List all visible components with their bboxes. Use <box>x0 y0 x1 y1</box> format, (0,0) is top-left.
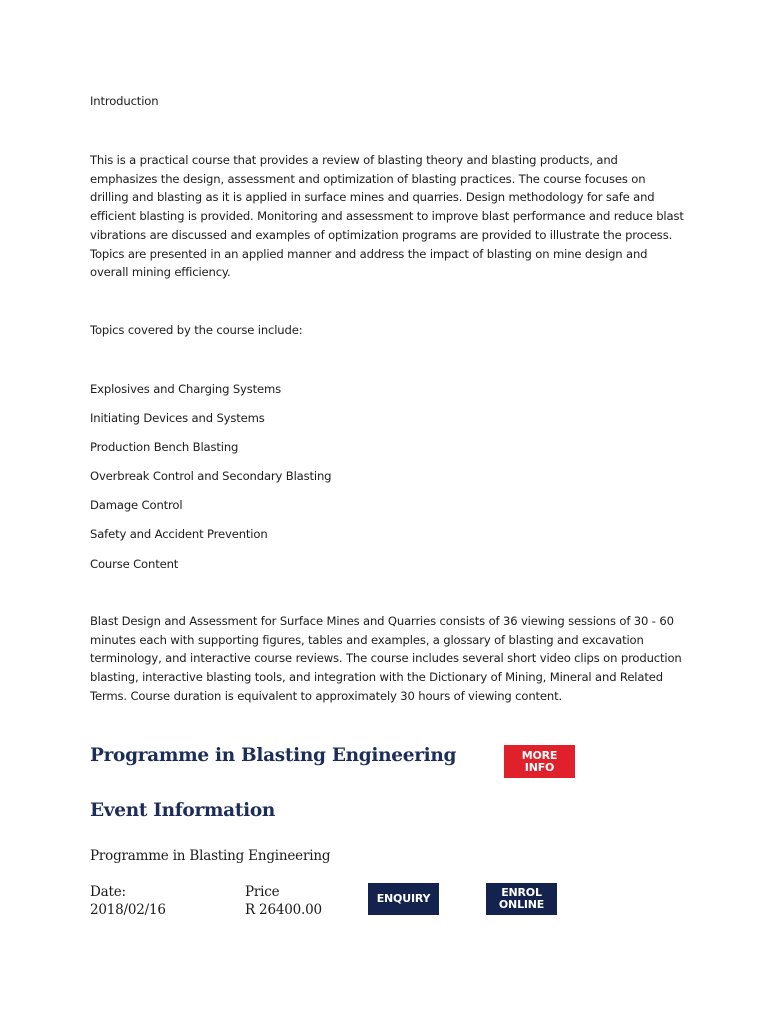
course-content-paragraph: Blast Design and Assessment for Surface Mines and Quarries consists of 36 viewing sessions of 30 - 60 minutes each with supporting figures, tables and examples, a glossary of blasting and excavation terminology, and interactive course reviews. The course includes several short video clips on production blasting, interactive blasting tools, and integration with the Dictionary of Mining, Mineral and Related Terms. Course duration is equivalent to approximately 30 hours of viewing content. <box>90 614 682 703</box>
topic-item-course-content: Course Content <box>90 557 179 571</box>
event-programme-name: Programme in Blasting Engineering <box>90 848 331 864</box>
date-value: 2018/02/16 <box>90 902 166 918</box>
more-info-button[interactable]: MORE INFO <box>504 745 575 778</box>
introduction-paragraph: This is a practical course that provides a review of blasting theory and blasting products, and emphasizes the design, assessment and optimization of blasting practices. The course focuses on drilling and blasting as it is applied in surface mines and quarries. Design methodology for safe and efficient blasting is provided. Monitoring and assessment to improve blast performance and reduce blast vibrations are discussed and examples of optimization programs are provided to illustrate the process. Topics are presented in an applied manner and address the impact of blasting on mine design and overall mining efficiency. <box>90 153 684 280</box>
programme-title: Programme in Blasting Engineering <box>90 745 457 766</box>
topic-item-overbreak: Overbreak Control and Secondary Blasting <box>90 469 332 483</box>
date-label: Date: <box>90 884 126 900</box>
enquiry-button[interactable]: ENQUIRY <box>368 883 439 915</box>
introduction-heading: Introduction <box>90 94 159 108</box>
topic-item-safety: Safety and Accident Prevention <box>90 527 268 541</box>
topic-item-explosives: Explosives and Charging Systems <box>90 382 282 396</box>
event-information-title: Event Information <box>90 800 276 821</box>
topics-heading: Topics covered by the course include: <box>90 323 303 337</box>
enrol-online-button[interactable]: ENROL ONLINE <box>486 883 557 915</box>
price-value: R 26400.00 <box>245 902 322 918</box>
topic-item-initiating-devices: Initiating Devices and Systems <box>90 411 265 425</box>
document-page <box>90 0 690 1024</box>
topic-item-damage-control: Damage Control <box>90 498 183 512</box>
price-label: Price <box>245 884 280 900</box>
topic-item-production-bench: Production Bench Blasting <box>90 440 239 454</box>
